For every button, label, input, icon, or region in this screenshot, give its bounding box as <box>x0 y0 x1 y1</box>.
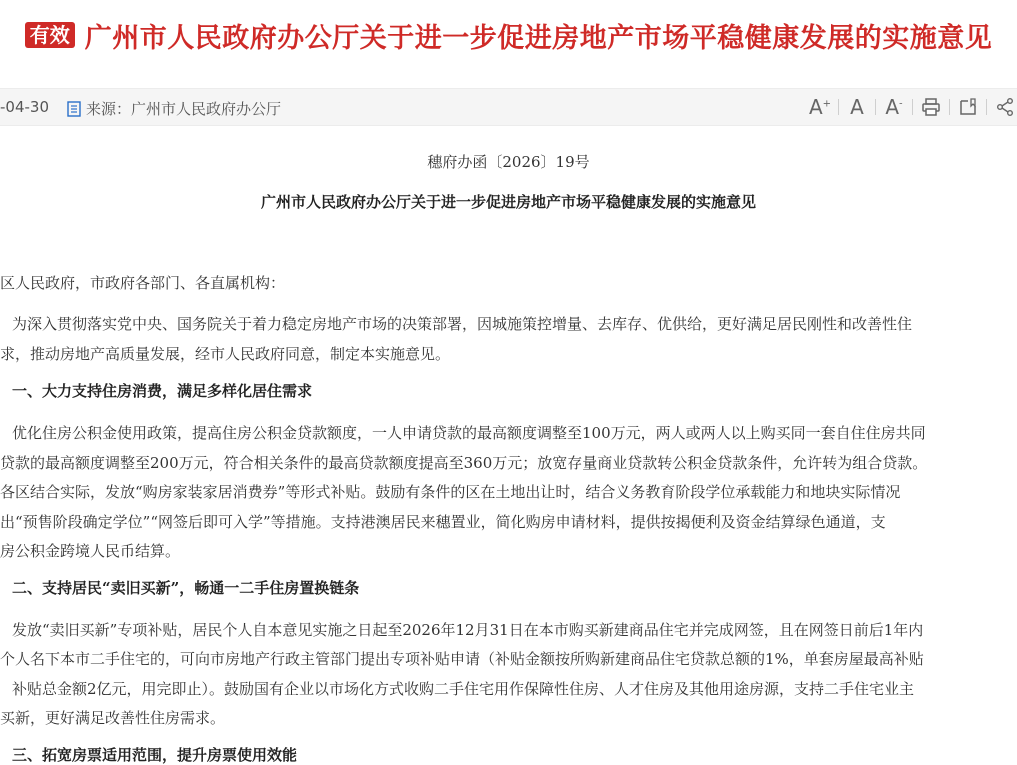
toolbar-divider <box>875 99 876 115</box>
bookmark-button[interactable] <box>956 94 980 120</box>
paragraph-line: 为深入贯彻落实党中央、国务院关于着力稳定房地产市场的决策部署，因城施策控增量、去库存、优供给，更好满足居民刚性和改善性住 <box>12 315 913 333</box>
section-heading: 二、支持居民“卖旧买新”，畅通一二手住房置换链条 <box>12 579 360 597</box>
font-decrease-icon: A- <box>885 95 903 119</box>
meta-bar <box>0 88 1017 126</box>
page-title: 广州市人民政府办公厅关于进一步促进房地产市场平稳健康发展的实施意见 <box>84 22 993 54</box>
paragraph-line: 优化住房公积金使用政策，提高住房公积金贷款额度，一人申请贷款的最高额度调整至100万元，两人或两人以上购买同一套自住住房共同 <box>12 424 926 442</box>
print-icon <box>921 97 941 117</box>
bookmark-icon <box>958 97 978 117</box>
font-increase-icon: A+ <box>808 95 832 119</box>
font-decrease-button[interactable] <box>882 94 906 120</box>
document-title: 广州市人民政府办公厅关于进一步促进房地产市场平稳健康发展的实施意见 <box>260 193 756 211</box>
share-icon <box>995 97 1015 117</box>
addressee: 区人民政府，市政府各部门、各直属机构： <box>0 274 286 292</box>
toolbar-divider <box>986 99 987 115</box>
page-title-row <box>0 12 1017 58</box>
print-button[interactable] <box>919 94 943 120</box>
toolbar-divider <box>949 99 950 115</box>
section-heading: 一、大力支持住房消费，满足多样化居住需求 <box>12 382 313 400</box>
toolbar-divider <box>838 99 839 115</box>
publish-date: -04-30 <box>0 98 49 116</box>
paragraph-line: 房公积金跨境人民币结算。 <box>0 542 181 560</box>
share-button[interactable] <box>993 94 1017 120</box>
toolbar <box>808 93 1017 121</box>
paragraph-line: 补贴总金额2亿元，用完即止）。鼓励国有企业以市场化方式收购二手住宅用作保障性住房、人才住房及其他用途房源，支持二手住宅业主 <box>12 680 915 698</box>
paragraph-line: 贷款的最高额度调整至200万元，符合相关条件的最高贷款额度提高至360万元；放宽存量商业贷款转公积金贷款条件，允许转为组合贷款。 <box>0 454 928 472</box>
status-badge: 有效 <box>25 22 75 48</box>
source-text: 来源：广州市人民政府办公厅 <box>86 100 282 118</box>
paragraph-line: 求，推动房地产高质量发展，经市人民政府同意，制定本实施意见。 <box>0 345 451 363</box>
paragraph-line: 出“预售阶段确定学位”“网签后即可入学”等措施。支持港澳居民来穗置业，简化购房申请材料，提供按揭便利及资金结算绿色通道，支 <box>0 513 886 531</box>
font-normal-button[interactable] <box>845 94 869 120</box>
paragraph-line: 各区结合实际，发放“购房家装家居消费券”等形式补贴。鼓励有条件的区在土地出让时，结合义务教育阶段学位承载能力和地块实际情况 <box>0 483 901 501</box>
document-icon <box>67 101 81 117</box>
paragraph-line: 买新，更好满足改善性住房需求。 <box>0 709 226 727</box>
toolbar-divider <box>912 99 913 115</box>
paragraph-line: 个人名下本市二手住宅的，可向市房地产行政主管部门提出专项补贴申请（补贴金额按所购新建商品住宅贷款总额的1%，单套房屋最高补贴 <box>0 650 924 668</box>
font-increase-button[interactable] <box>808 94 832 120</box>
font-normal-icon: A <box>850 95 864 119</box>
document-number: 穗府办函〔2026〕19号 <box>427 153 590 171</box>
paragraph-line: 发放“卖旧买新”专项补贴，居民个人自本意见实施之日起至2026年12月31日在本市购买新建商品住宅并完成网签，且在网签日前后1年内 <box>12 621 924 639</box>
section-heading: 三、拓宽房票适用范围，提升房票使用效能 <box>12 746 298 764</box>
source-info <box>67 98 281 119</box>
